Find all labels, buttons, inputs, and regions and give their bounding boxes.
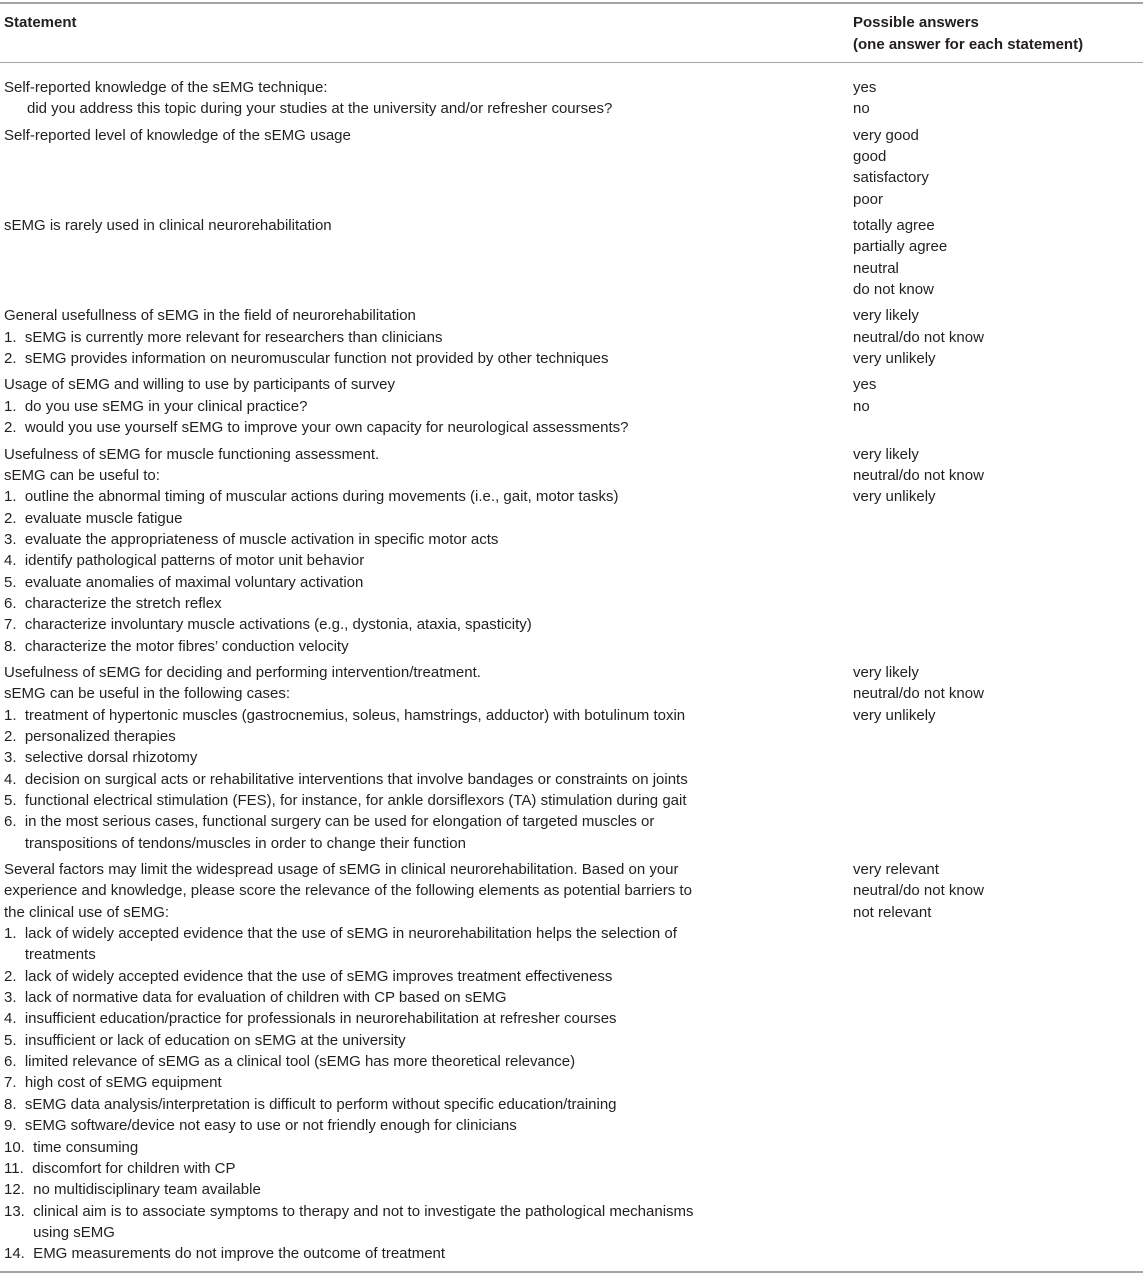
answer-option: totally agree — [853, 217, 935, 235]
statement-line: 3. evaluate the appropriateness of muscle activation in specific motor acts — [4, 530, 499, 548]
answer-option: very relevant — [853, 861, 939, 879]
statement-line: using sEMG — [4, 1223, 115, 1241]
answer-option: no — [853, 100, 870, 118]
table-row — [0, 215, 1143, 300]
statement-line: 1. do you use sEMG in your clinical practice? — [4, 397, 308, 415]
statement-line: 7. high cost of sEMG equipment — [4, 1074, 222, 1092]
answer-option: good — [853, 148, 887, 166]
statement-line: 4. decision on surgical acts or rehabilitative interventions that involve bandages or constraints on joints — [4, 770, 688, 788]
statement-line: 2. evaluate muscle fatigue — [4, 509, 183, 527]
answers-cell — [849, 77, 1143, 120]
answer-option: very unlikely — [853, 350, 936, 368]
answer-option: partially agree — [853, 238, 948, 256]
table-row — [0, 77, 1143, 120]
table-top-rule — [0, 2, 1143, 4]
answers-cell — [849, 215, 1143, 300]
answers-cell — [849, 444, 1143, 657]
statement-line: 1. lack of widely accepted evidence that the use of sEMG in neurorehabilitation helps the selection of — [4, 925, 677, 943]
header-answers-line1: Possible answers — [853, 14, 979, 31]
table-body — [0, 77, 1143, 1270]
statement-line: 3. lack of normative data for evaluation of children with CP based on sEMG — [4, 989, 507, 1007]
statement-line: 8. characterize the motor fibres’ conduction velocity — [4, 637, 349, 655]
statement-line: sEMG can be useful in the following cases: — [4, 685, 290, 703]
statement-line: 4. insufficient education/practice for professionals in neurorehabilitation at refresher courses — [4, 1010, 617, 1028]
statement-line: 6. limited relevance of sEMG as a clinical tool (sEMG has more theoretical relevance) — [4, 1053, 576, 1071]
statement-line: General usefullness of sEMG in the field of neurorehabilitation — [4, 307, 416, 325]
header-answers-line2: (one answer for each statement) — [853, 36, 1084, 53]
statement-line: 7. characterize involuntary muscle activations (e.g., dystonia, ataxia, spasticity) — [4, 616, 532, 634]
answer-option: neutral — [853, 259, 899, 277]
statement-line: 2. would you use yourself sEMG to improve your own capacity for neurological assessments? — [4, 419, 629, 437]
answer-option: very likely — [853, 307, 919, 325]
statement-line: 1. outline the abnormal timing of muscular actions during movements (i.e., gait, motor tasks) — [4, 488, 619, 506]
statement-line: did you address this topic during your studies at the university and/or refresher courses? — [27, 100, 613, 118]
answer-option: very likely — [853, 445, 919, 463]
statement-cell — [0, 77, 849, 120]
statement-line: 6. in the most serious cases, functional surgery can be used for elongation of targeted muscles or — [4, 813, 655, 831]
table-header-rule — [0, 62, 1143, 63]
statement-cell — [0, 662, 849, 854]
answer-option: no — [853, 397, 870, 415]
statement-line: 5. insufficient or lack of education on sEMG at the university — [4, 1031, 406, 1049]
statement-line: 9. sEMG software/device not easy to use or not friendly enough for clinicians — [4, 1117, 517, 1135]
statement-cell — [0, 859, 849, 1265]
answer-option: not relevant — [853, 903, 932, 921]
statement-cell — [0, 374, 849, 438]
statement-cell — [0, 305, 849, 369]
answer-option: satisfactory — [853, 169, 929, 187]
answers-cell — [849, 305, 1143, 369]
statement-line: 1. sEMG is currently more relevant for researchers than clinicians — [4, 328, 443, 346]
statement-line: 12. no multidisciplinary team available — [4, 1181, 261, 1199]
answer-option: very unlikely — [853, 488, 936, 506]
statement-line: transpositions of tendons/muscles in order to change their function — [4, 834, 466, 852]
answer-option: neutral/do not know — [853, 328, 984, 346]
statement-cell — [0, 215, 849, 300]
answer-option: poor — [853, 190, 884, 208]
statement-line: Usage of sEMG and willing to use by participants of survey — [4, 376, 396, 394]
table-row — [0, 125, 1143, 210]
answer-option: neutral/do not know — [853, 685, 984, 703]
answer-option: very unlikely — [853, 706, 936, 724]
statement-line: treatments — [4, 946, 96, 964]
answer-option: very good — [853, 126, 919, 144]
table-header — [0, 12, 1143, 60]
statement-line: 3. selective dorsal rhizotomy — [4, 749, 198, 767]
table-row — [0, 444, 1143, 657]
answers-cell — [849, 374, 1143, 438]
statement-line: 13. clinical aim is to associate symptoms to therapy and not to investigate the pathological mechanisms — [4, 1202, 694, 1220]
statement-line: 1. treatment of hypertonic muscles (gastrocnemius, soleus, hamstrings, adductor) with botulinum toxin — [4, 706, 686, 724]
statement-line: Self-reported knowledge of the sEMG technique: — [4, 79, 328, 96]
statement-line: 2. lack of widely accepted evidence that the use of sEMG improves treatment effectiveness — [4, 967, 613, 985]
statement-line: the clinical use of sEMG: — [4, 903, 170, 921]
statement-line: Self-reported level of knowledge of the sEMG usage — [4, 126, 351, 144]
statement-line: 6. characterize the stretch reflex — [4, 594, 222, 612]
statement-line: 10. time consuming — [4, 1138, 139, 1156]
statement-line: 14. EMG measurements do not improve the outcome of treatment — [4, 1245, 446, 1263]
statement-line: 4. identify pathological patterns of motor unit behavior — [4, 552, 365, 570]
table-row — [0, 305, 1143, 369]
answer-option: yes — [853, 79, 877, 96]
statement-line: 5. functional electrical stimulation (FES), for instance, for ankle dorsiflexors (TA) stimulation during gait — [4, 792, 687, 809]
table-row — [0, 662, 1143, 854]
header-statement: Statement — [4, 14, 77, 31]
answers-cell — [849, 125, 1143, 210]
statement-cell — [0, 444, 849, 657]
statement-line: 2. sEMG provides information on neuromuscular function not provided by other techniques — [4, 350, 609, 368]
answers-cell — [849, 859, 1143, 1265]
answer-option: yes — [853, 376, 877, 394]
statement-line: 2. personalized therapies — [4, 727, 176, 745]
answer-option: do not know — [853, 281, 934, 299]
answer-option: neutral/do not know — [853, 466, 984, 484]
table-bottom-rule — [0, 1271, 1143, 1273]
answer-option: very likely — [853, 663, 919, 681]
statement-cell — [0, 125, 849, 210]
statement-line: experience and knowledge, please score the relevance of the following elements as potential barriers to — [4, 882, 692, 900]
statement-line: sEMG is rarely used in clinical neurorehabilitation — [4, 217, 332, 235]
statement-line: Usefulness of sEMG for deciding and performing intervention/treatment. — [4, 663, 481, 681]
header-possible-answers — [853, 12, 1138, 56]
statement-line: 5. evaluate anomalies of maximal voluntary activation — [4, 573, 364, 591]
statement-line: sEMG can be useful to: — [4, 466, 160, 484]
statement-line: 11. discomfort for children with CP — [4, 1159, 236, 1177]
table-row — [0, 374, 1143, 438]
row-gap — [0, 1265, 1143, 1270]
table-row — [0, 859, 1143, 1265]
statement-line: 8. sEMG data analysis/interpretation is difficult to perform without specific education/training — [4, 1095, 617, 1113]
statement-line: Several factors may limit the widespread usage of sEMG in clinical neurorehabilitation. Based on your — [4, 861, 679, 879]
statement-line: Usefulness of sEMG for muscle functioning assessment. — [4, 445, 380, 463]
answer-option: neutral/do not know — [853, 882, 984, 900]
answers-cell — [849, 662, 1143, 854]
